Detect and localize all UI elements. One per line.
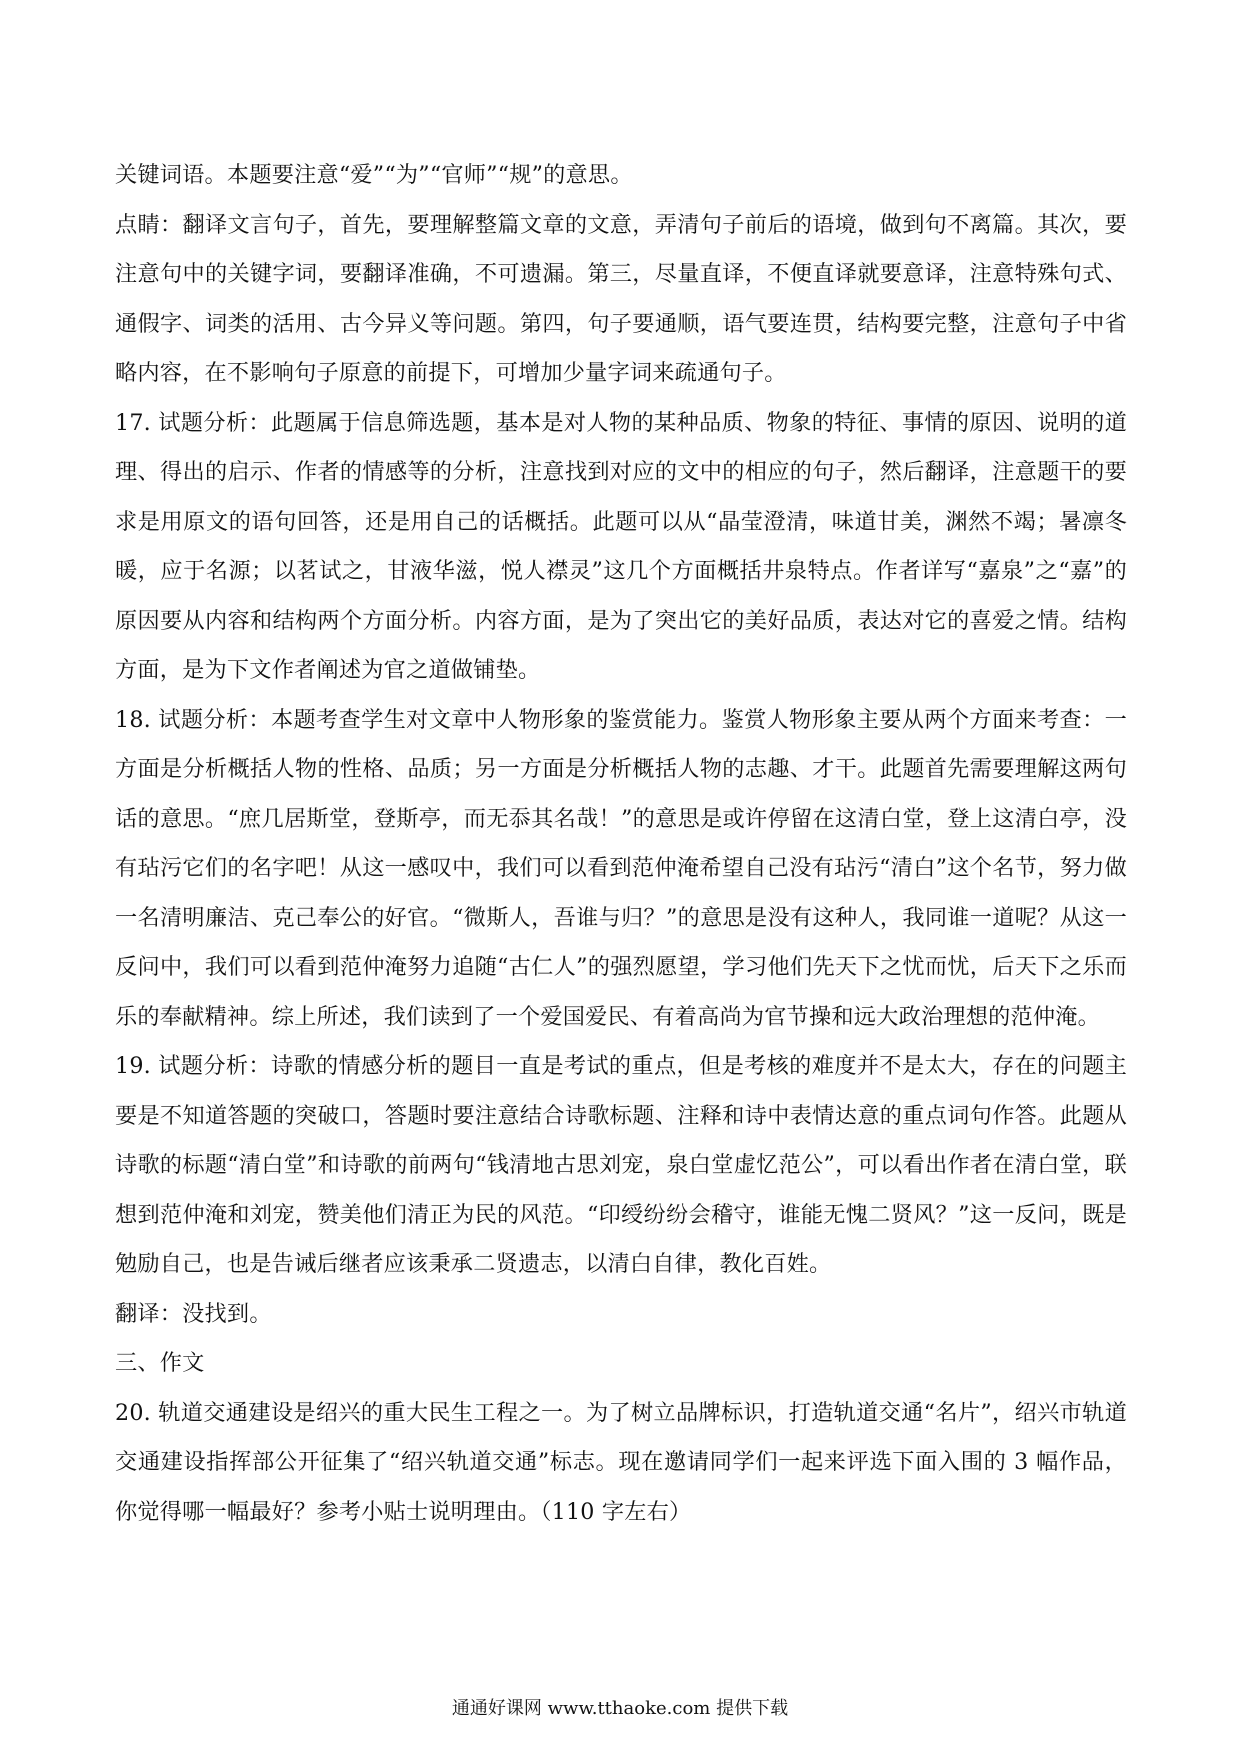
- paragraph-q20-prompt: 20. 轨道交通建设是绍兴的重大民生工程之一。为了树立品牌标识，打造轨道交通“名片”，绍兴市轨道交通建设指挥部公开征集了“绍兴轨道交通”标志。现在邀请同学们一起来评选下面入围的 3 幅作品，你觉得哪一幅最好？参考小贴士说明理由。（110 字左右）: [115, 1399, 1127, 1525]
- paragraph-q17-analysis: 17. 试题分析：此题属于信息筛选题，基本是对人物的某种品质、物象的特征、事情的原因、说明的道理、得出的启示、作者的情感等的分析，注意找到对应的文中的相应的句子，然后翻译，注意题干的要求是用原文的语句回答，还是用自己的话概括。此题可以从“晶莹澄清，味道甘美，渊然不竭；暑凛冬暖，应于名源；以茗试之，甘液华滋，悦人襟灵”这几个方面概括井泉特点。作者详写“嘉泉”之“嘉”的原因要从内容和结构两个方面分析。内容方面，是为了突出它的美好品质，表达对它的喜爱之情。结构方面，是为下文作者阐述为官之道做铺垫。: [115, 409, 1127, 683]
- paragraph-q18-analysis: 18. 试题分析：本题考查学生对文章中人物形象的鉴赏能力。鉴赏人物形象主要从两个方面来考查：一方面是分析概括人物的性格、品质；另一方面是分析概括人物的志趣、才干。此题首先需要理解这两句话的意思。“庶几居斯堂，登斯亭，而无忝其名哉！”的意思是或许停留在这清白堂，登上这清白亭，没有玷污它们的名字吧！从这一感叹中，我们可以看到范仲淹希望自己没有玷污“清白”这个名节，努力做一名清明廉洁、克己奉公的好官。“微斯人，吾谁与归？”的意思是没有这种人，我同谁一道呢？从这一反问中，我们可以看到范仲淹努力追随“古仁人”的强烈愿望，学习他们先天下之忧而忧，后天下之乐而乐的奉献精神。综上所述，我们读到了一个爱国爱民、有着高尚为官节操和远大政治理想的范仲淹。: [115, 706, 1127, 1030]
- paragraph-q19-analysis: 19. 试题分析：诗歌的情感分析的题目一直是考试的重点，但是考核的难度并不是太大，存在的问题主要是不知道答题的突破口，答题时要注意结合诗歌标题、注释和诗中表情达意的重点词句作答。此题从诗歌的标题“清白堂”和诗歌的前两句“钱清地古思刘宠，泉白堂虚忆范公”，可以看出作者在清白堂，联想到范仲淹和刘宠，赞美他们清正为民的风范。“印绶纷纷会稽守，谁能无愧二贤风？”这一反问，既是勉励自己，也是告诫后继者应该秉承二贤遗志，以清白自律，教化百姓。: [115, 1053, 1127, 1277]
- paragraph-key-words-note: 关键词语。本题要注意“爱”“为”“官师”“规”的意思。: [115, 162, 633, 188]
- paragraph-translation-note: 翻译：没找到。: [115, 1300, 272, 1327]
- page-footer: 通通好课网 www.tthaoke.com 提供下载: [451, 1698, 789, 1719]
- document-body: [115, 151, 1127, 1537]
- paragraph-translation-tips: 点睛：翻译文言句子，首先，要理解整篇文章的文意，弄清句子前后的语境，做到句不离篇。其次，要注意句中的关键字词，要翻译准确，不可遗漏。第三，尽量直译，不便直译就要意译，注意特殊句式、通假字、词类的活用、古今异义等问题。第四，句子要通顺，语气要连贯，结构要完整，注意句子中省略内容，在不影响句子原意的前提下，可增加少量字词来疏通句子。: [115, 211, 1127, 386]
- section-heading-composition: 三、作文: [115, 1350, 205, 1376]
